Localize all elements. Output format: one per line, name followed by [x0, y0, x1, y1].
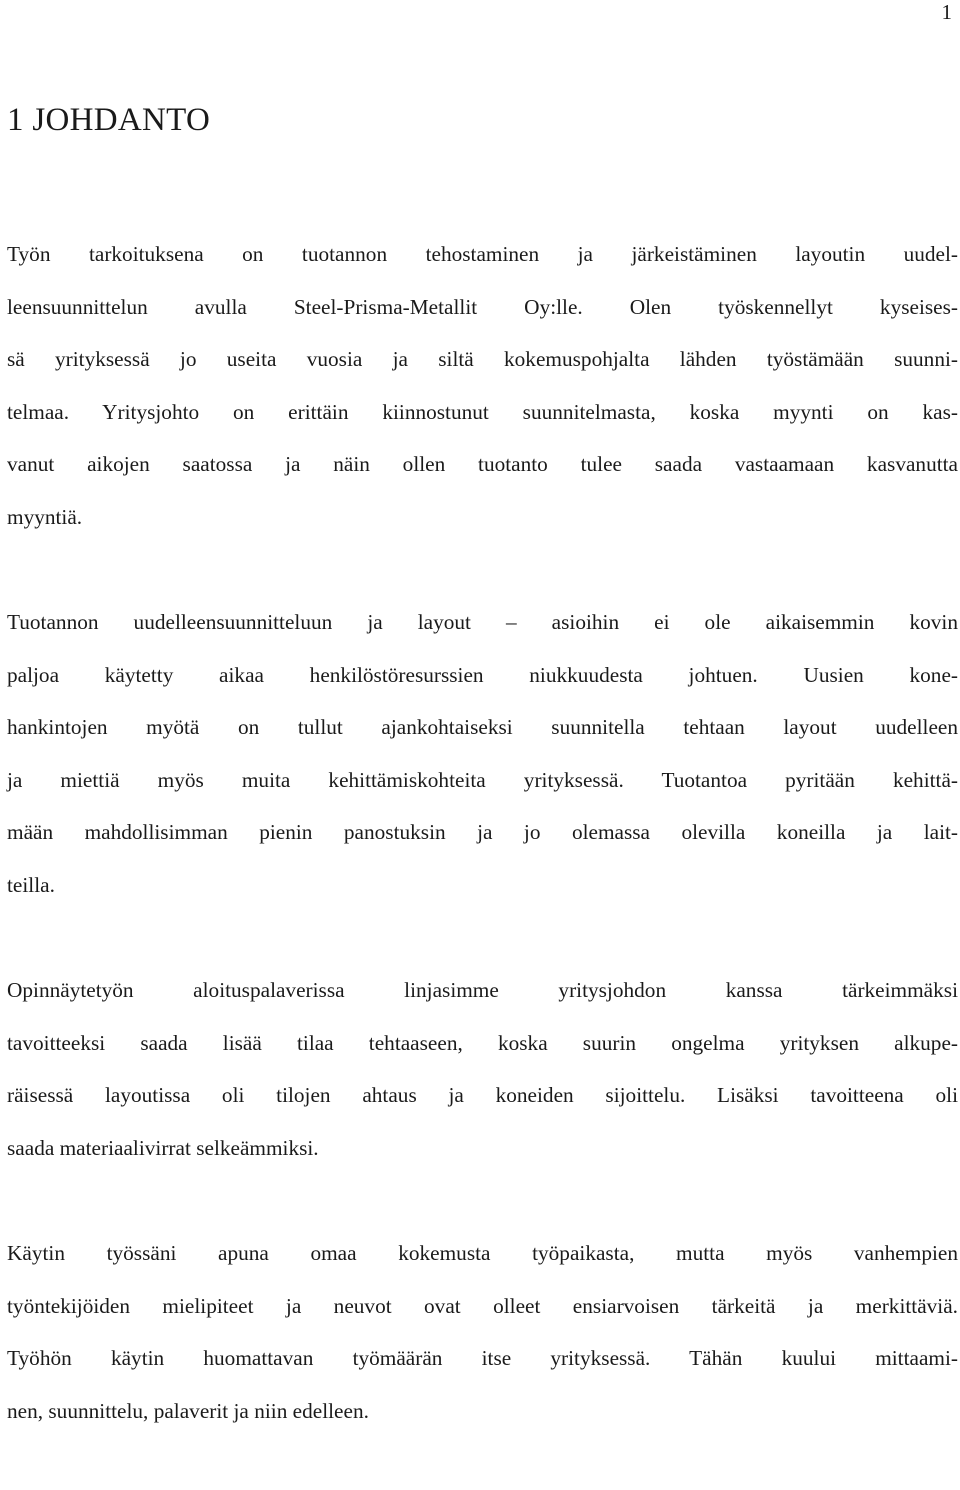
- text-line: vanut aikojen saatossa ja näin ollen tuotanto tulee saada vastaamaan kasvanutta: [7, 452, 958, 476]
- text-line: työntekijöiden mielipiteet ja neuvot ovat olleet ensiarvoisen tärkeitä ja merkittäviä.: [7, 1293, 958, 1318]
- text-line: nen, suunnittelu, palaverit ja niin edelleen.: [7, 1398, 369, 1423]
- text-line: hankintojen myötä on tullut ajankohtaiseksi suunnitella tehtaan layout uudelleen: [7, 715, 958, 739]
- text-line: paljoa käytetty aikaa henkilöstöresurssien niukkuudesta johtuen. Uusien kone-: [7, 662, 958, 687]
- paragraph-2: [7, 596, 958, 911]
- text-line: Opinnäytetyön aloituspalaverissa linjasimme yritysjohdon kanssa tärkeimmäksi: [7, 978, 958, 1002]
- text-line: Tuotannon uudelleensuunnitteluun ja layout – asioihin ei ole aikaisemmin kovin: [7, 610, 958, 634]
- paragraph-1: [7, 228, 958, 543]
- text-line: telmaa. Yritysjohto on erittäin kiinnostunut suunnitelmasta, koska myynti on kas-: [7, 399, 958, 424]
- text-line: teilla.: [7, 872, 55, 897]
- text-line: saada materiaalivirrat selkeämmiksi.: [7, 1135, 319, 1160]
- text-line: myyntiä.: [7, 504, 83, 529]
- body-text: [7, 228, 958, 1490]
- text-line: Käytin työssäni apuna omaa kokemusta työpaikasta, mutta myös vanhempien: [7, 1241, 958, 1265]
- paragraph-3: [7, 964, 958, 1174]
- text-line: Työhön käytin huomattavan työmäärän itse yrityksessä. Tähän kuului mittaami-: [7, 1346, 958, 1370]
- chapter-heading: 1 JOHDANTO: [7, 102, 211, 138]
- text-line: leensuunnittelun avulla Steel-Prisma-Metallit Oy:lle. Olen työskennellyt kyseises-: [7, 294, 958, 319]
- page-number: 1: [941, 0, 952, 24]
- text-line: räisessä layoutissa oli tilojen ahtaus ja koneiden sijoittelu. Lisäksi tavoitteena oli: [7, 1083, 958, 1107]
- text-line: tavoitteeksi saada lisää tilaa tehtaaseen, koska suurin ongelma yrityksen alkupe-: [7, 1030, 958, 1055]
- text-line: mään mahdollisimman pienin panostuksin ja jo olemassa olevilla koneilla ja lait-: [7, 820, 958, 844]
- paragraph-4: [7, 1227, 958, 1437]
- text-line: Työn tarkoituksena on tuotannon tehostaminen ja järkeistäminen layoutin uudel-: [7, 242, 958, 266]
- text-line: sä yrityksessä jo useita vuosia ja siltä kokemuspohjalta lähden työstämään suunni-: [7, 347, 958, 371]
- text-line: ja miettiä myös muita kehittämiskohteita yrityksessä. Tuotantoa pyritään kehittä-: [7, 767, 958, 792]
